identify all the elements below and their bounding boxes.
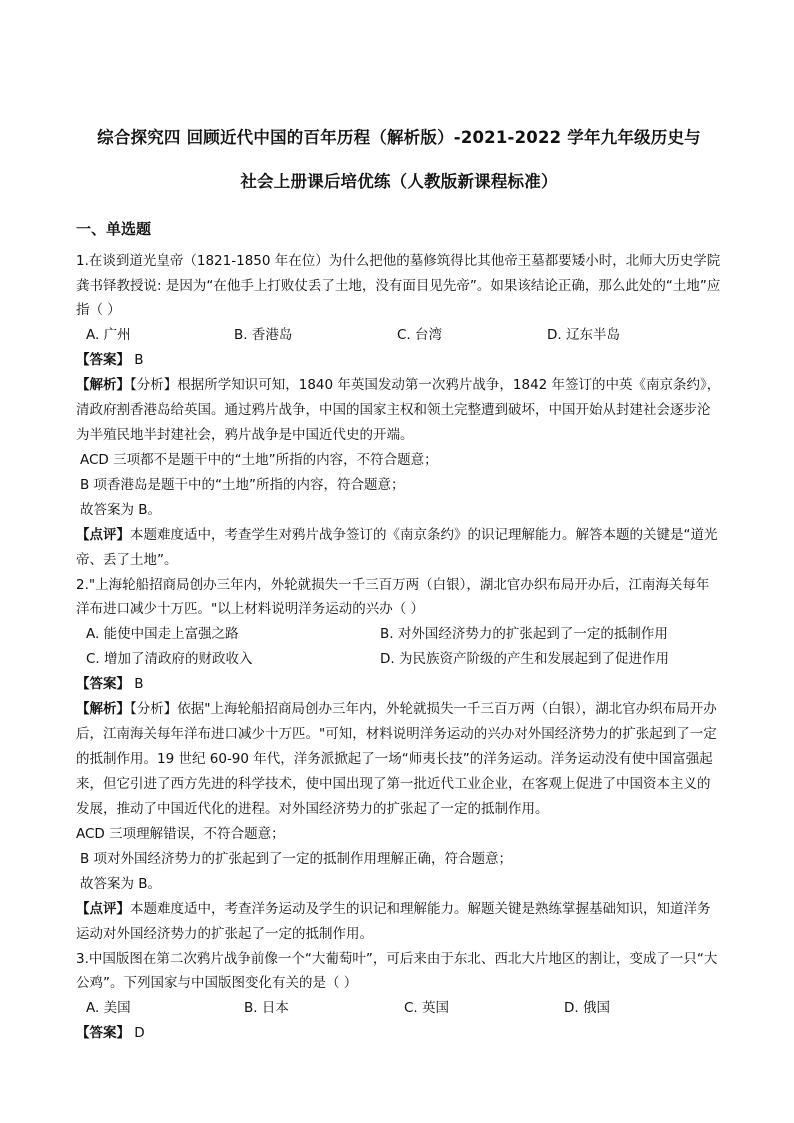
section-heading: 一、单选题 [76,220,152,238]
option-c[interactable]: C. 增加了清政府的财政收入 [86,650,253,667]
fenxi-tag: 【分析】 [130,700,178,717]
option-b[interactable]: B. 日本 [244,999,289,1016]
answer-value: D [134,1024,145,1041]
answer-value: B [134,351,144,368]
options-grid [76,622,722,672]
analysis-extra: ACD 三项都不是题干中的“土地”所指的内容，不符合题意； [80,451,438,468]
comment-text: 本题难度适中，考查洋务运动及学生的识记和理解能力。解题关键是熟练掌握基础知识，知道洋务运动对外国经济势力的扩张起了一定的抵制作用。 [76,900,711,942]
question-2 [76,573,722,947]
option-d[interactable]: D. 俄国 [564,999,610,1016]
question-stem: 1.在谈到道光皇帝（1821-1850 年在位）为什么把他的墓修筑得比其他帝王墓都要矮小时，北师大历史学院龚书铎教授说: 是因为“在他手上打败仗丢了土地，没有面目见先帝”。如果该结论正确，那么此处的“土地”应指（ ） [76,253,721,318]
option-b[interactable]: B. 对外国经济势力的扩张起到了一定的抵制作用 [380,625,668,642]
question-stem: 2."上海轮船招商局创办三年内，外轮就损失一千三百万两（白银），湖北官办织布局开办后，江南海关每年洋布进口减少十万匹。"以上材料说明洋务运动的兴办（ ） [76,576,710,617]
option-a[interactable]: A. 广州 [86,326,131,343]
options-row [76,323,722,348]
comment-line [76,523,722,573]
answer-tag: 【答案】 [76,1024,130,1041]
analysis-text: 依据"上海轮船招商局创办三年内，外轮就损失一千三百万两（白银），湖北官办织布局开办后，江南海关每年洋布进口减少十万匹。"可知，材料说明洋务运动的兴办对外国经济势力的扩张起到了一定的抵制作用。19 世纪 60-90 年代，洋务派掀起了一场“师夷长技”的洋务运动。洋务运动没有使中国富强起来，但它引进了西方先进的科学技术，使中国出现了第一批近代工业企业，在客观上促进了中国资本主义的发展，推动了中国近代化的进程。对外国经济势力的扩张起了一定的抵制作用。 [76,700,717,817]
answer-line [76,1021,722,1046]
analysis-tag: 【解析】 [76,700,130,717]
answer-tag: 【答案】 [76,675,130,692]
answer-line [76,348,722,373]
answer-block [76,672,722,947]
answer-block [76,348,722,573]
analysis-text: 根据所学知识可知，1840 年英国发动第一次鸦片战争，1842 年签订的中英《南京条约》，清政府割香港岛给英国。通过鸦片战争，中国的国家主权和领土完整遭到破坏，中国开始从封建社会逐步沦为半殖民地半封建社会，鸦片战争是中国近代史的开端。 [76,376,721,443]
analysis-tag: 【解析】 [76,376,130,393]
option-d[interactable]: D. 为民族资产阶级的产生和发展起到了促进作用 [380,650,669,667]
comment-text: 本题难度适中，考查学生对鸦片战争签订的《南京条约》的识记理解能力。解答本题的关键是“道光帝、丢了土地”。 [76,526,718,568]
analysis-extra: B 项对外国经济势力的扩张起到了一定的抵制作用理解正确，符合题意； [80,850,513,867]
comment-tag: 【点评】 [76,526,130,543]
answer-tag: 【答案】 [76,351,130,368]
options-row [76,996,722,1021]
document-title [76,0,722,204]
comment-line [76,897,722,947]
option-c[interactable]: C. 台湾 [397,326,443,343]
question-stem: 3.中国版图在第二次鸦片战争前像一个“大葡萄叶”，可后来由于东北、西北大片地区的割让，变成了一只“大公鸡”。下列国家与中国版图变化有关的是（ ） [76,950,718,991]
answer-line [76,672,722,697]
comment-tag: 【点评】 [76,900,130,917]
question-3 [76,947,722,1046]
analysis-extra: 故答案为 B。 [80,875,162,892]
option-b[interactable]: B. 香港岛 [234,326,293,343]
title-line-1: 综合探究四 回顾近代中国的百年历程（解析版）-2021-2022 学年九年级历史与 [97,128,701,147]
analysis-extra: 故答案为 B。 [80,501,162,518]
option-a[interactable]: A. 美国 [86,999,131,1016]
analysis-extra: B 项香港岛是题干中的“土地”所指的内容，符合题意； [80,476,405,493]
answer-block [76,1021,722,1046]
option-a[interactable]: A. 能使中国走上富强之路 [86,625,239,642]
analysis-line [76,697,722,822]
answer-value: B [134,675,144,692]
question-1 [76,249,722,573]
analysis-line [76,373,722,448]
analysis-extra: ACD 三项理解错误，不符合题意； [76,825,285,842]
option-d[interactable]: D. 辽东半岛 [547,326,620,343]
fenxi-tag: 【分析】 [130,376,178,393]
title-line-2: 社会上册课后培优练（人教版新课程标准） [240,172,558,191]
option-c[interactable]: C. 英国 [404,999,450,1016]
